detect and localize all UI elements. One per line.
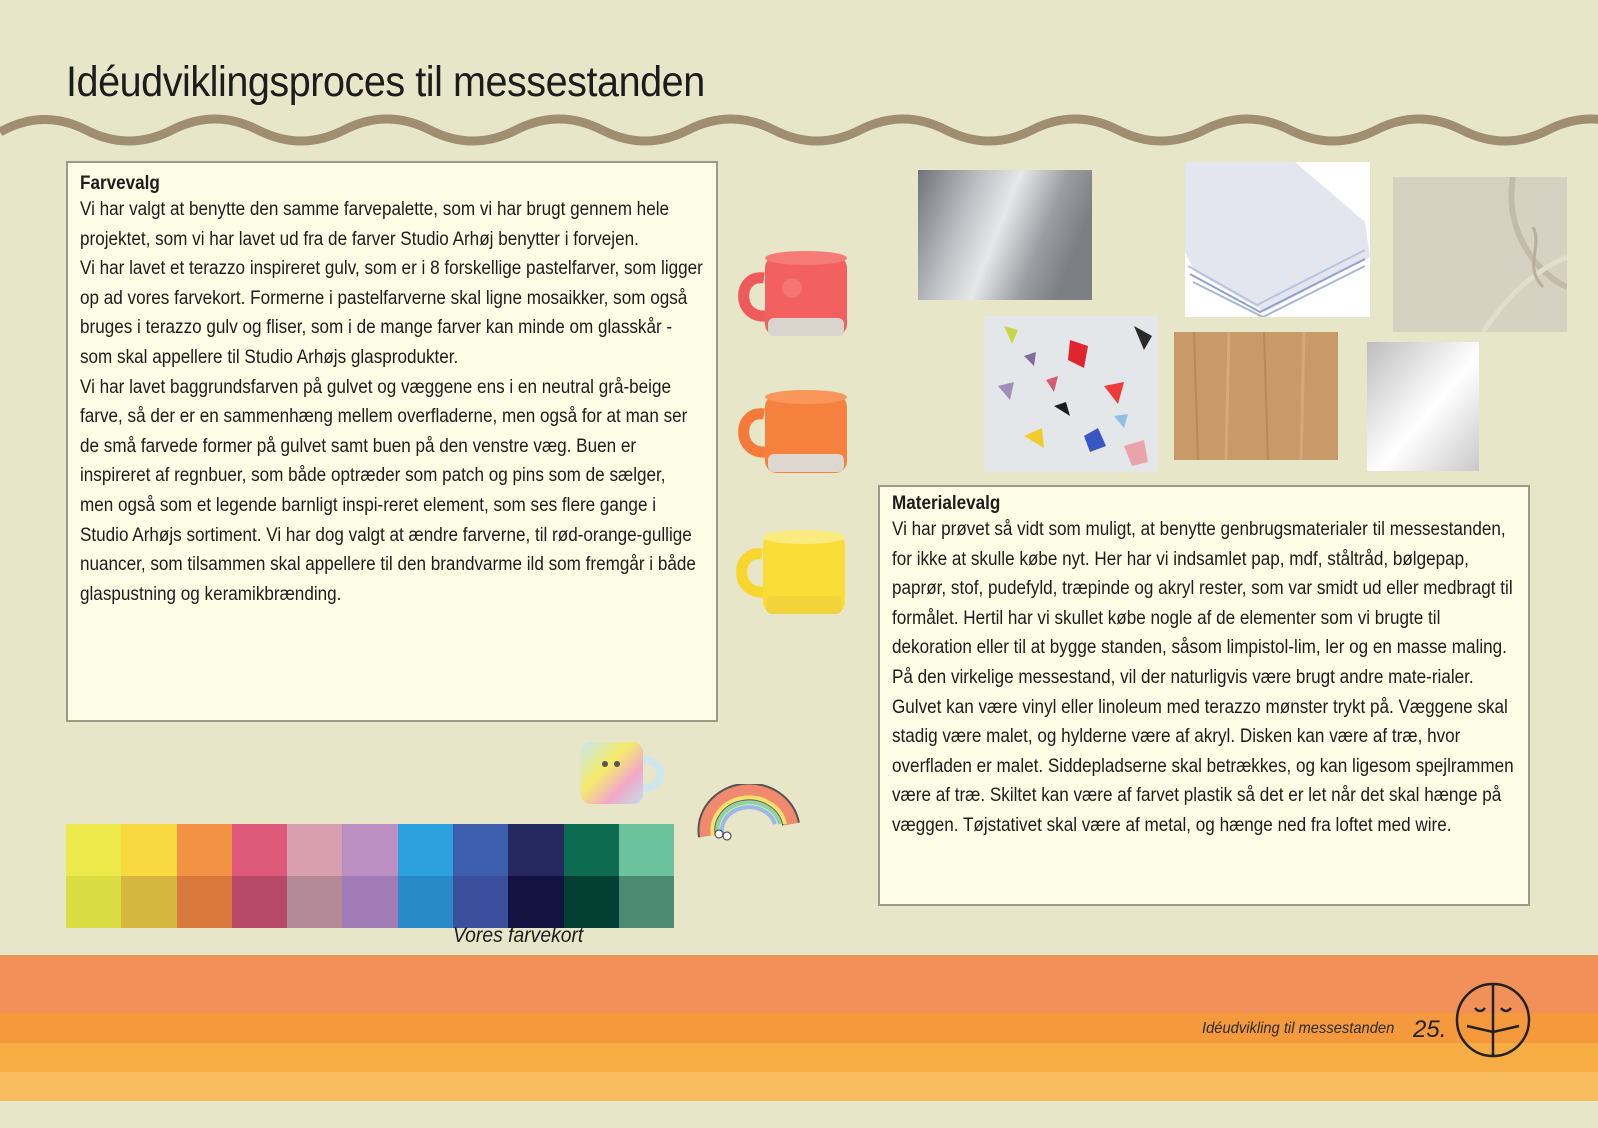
- palette-swatch: [619, 824, 674, 876]
- mug-yellow-image: [730, 528, 850, 620]
- materialevalg-box: [878, 485, 1530, 906]
- palette-swatch: [121, 824, 176, 876]
- palette-swatch: [508, 824, 563, 876]
- palette-swatch: [342, 824, 397, 876]
- palette-swatch: [177, 824, 232, 876]
- palette-swatch: [66, 876, 121, 928]
- materialevalg-heading: Materialevalg: [892, 493, 1001, 514]
- page-number: 25.: [1413, 1016, 1447, 1043]
- palette-swatch: [177, 876, 232, 928]
- farvevalg-paragraph-2: Vi har lavet et terazzo inspireret gulv, som er i 8 forskellige pastelfarver, som ligger op ad vores farvekort. Formerne i pastelfarverne skal ligne mosaikker, som også bruges i terazzo gulv og fliser, som i de mange farver kan minde om glasskår - som skal appellere til Studio Arhøjs glasprodukter.: [80, 258, 703, 368]
- farvevalg-heading: Farvevalg: [80, 173, 160, 194]
- palette-swatch: [453, 876, 508, 928]
- palette-swatch: [398, 824, 453, 876]
- mirror-swatch: [1367, 342, 1479, 471]
- fabric-swatch: [1393, 177, 1567, 332]
- mug-rainbow-image: [575, 738, 673, 810]
- mug-red-image: [732, 248, 852, 343]
- palette-swatch: [564, 876, 619, 928]
- wave-divider: [0, 110, 1598, 150]
- footer-label: Idéudvikling til messestanden: [1202, 1020, 1395, 1037]
- materialevalg-paragraph-1: Vi har prøvet så vidt som muligt, at benytte genbrugsmaterialer til messestanden, for ikke at skulle købe nyt. Her har vi indsamlet pap, mdf, ståltråd, bølgepap, paprør, stof, pudefyld, træpinde og akryl rester, som var smidt ud eller medbragt til formålet. Hertil har vi skullet købe nogle af de elementer som vi brugte til dekoration eller til at bygge standen, såsom limpistol-lim, ler og en masse maling.: [892, 519, 1513, 659]
- farvekort-caption: Vores farvekort: [453, 924, 584, 947]
- palette-swatch: [287, 876, 342, 928]
- footer-stripe-3: [0, 1043, 1598, 1072]
- palette-swatch: [287, 824, 342, 876]
- palette-swatch: [121, 876, 176, 928]
- footer-stripe-4: [0, 1072, 1598, 1101]
- palette-swatch: [453, 824, 508, 876]
- palette-swatch: [508, 876, 563, 928]
- palette-swatch: [342, 876, 397, 928]
- acrylic-sheets-swatch: [1185, 162, 1370, 317]
- wood-swatch: [1174, 332, 1338, 460]
- terrazzo-swatch: [984, 316, 1158, 472]
- palette-swatch: [398, 876, 453, 928]
- footer-stripe-1: [0, 955, 1598, 1013]
- palette-swatch: [232, 876, 287, 928]
- page-title: Idéudviklingsproces til messestanden: [66, 58, 705, 106]
- mug-orange-image: [732, 390, 852, 480]
- palette-swatch: [619, 876, 674, 928]
- brushed-steel-swatch: [918, 170, 1092, 300]
- farvevalg-paragraph-1: Vi har valgt at benytte den samme farvepalette, som vi har brugt gennem hele projektet, som vi har lavet ud fra de farver Studio Arhøj benytter i forvejen.: [80, 199, 670, 250]
- materialevalg-paragraph-2: På den virkelige messestand, vil der naturligvis være brugt andre mate-rialer. Gulvet kan være vinyl eller linoleum med terazzo mønster trykt på. Væggene skal stadig være malet, og hylderne være af akryl. Disken kan være af træ, hvor overfladen er malet. Siddepladserne skal betrækkes, og kan ligesom spejlrammen være af træ. Skiltet kan være af farvet plastik så det er let når det skal hænge på væggen. Tøjstativet skal være af metal, og hænge ned fra loftet med wire.: [892, 666, 1514, 836]
- palette-swatch: [564, 824, 619, 876]
- farvekort-palette: [66, 824, 674, 928]
- rainbow-pin-image: [697, 784, 801, 848]
- farvevalg-paragraph-3: Vi har lavet baggrundsfarven på gulvet og væggene ens i en neutral grå-beige farve, så der er en sammenhæng mellem overfladerne, men også for at man ser de små farvede former på gulvet samt buen på den venstre væg. Buen er inspireret af regnbuer, som både optræder som patch og pins som de sælger, men også som et legende barnligt inspi-reret element, som ses flere gange i Studio Arhøjs sortiment. Vi har dog valgt at ændre farverne, til rød-orange-gullige nuancer, som tilsammen skal appellere til den brandvarme ild som fremgår i både glaspustning og keramikbrænding.: [80, 376, 696, 605]
- smiley-peace-logo-icon: [1453, 980, 1533, 1060]
- palette-swatch: [232, 824, 287, 876]
- farvevalg-box: [66, 161, 718, 722]
- palette-swatch: [66, 824, 121, 876]
